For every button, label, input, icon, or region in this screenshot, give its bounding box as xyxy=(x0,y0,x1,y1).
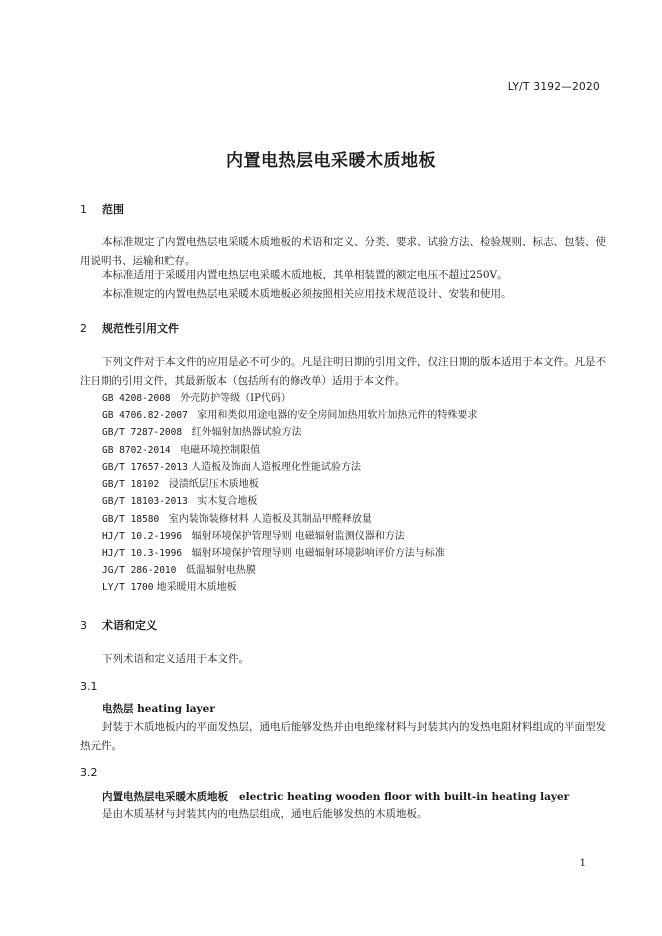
reference-title: 室内装饰装修材料 人造板及其制品甲醛释放量 xyxy=(168,514,372,525)
section-2-heading xyxy=(80,320,179,336)
section-1-heading xyxy=(80,201,124,217)
references-intro: 下列文件对于本文件的应用是必不可少的。凡是注明日期的引用文件，仅注日期的版本适用于本文件。凡是不注日期的引用文件，其最新版本（包括所有的修改单）适用于本文件。 xyxy=(80,356,606,387)
reference-code: LY/T 1700 xyxy=(102,582,154,593)
section-3-heading xyxy=(80,617,157,633)
term-name-cn: 内置电热层电采暖木质地板 xyxy=(102,791,228,803)
reference-title: 实木复合地板 xyxy=(197,496,258,507)
reference-title: 地采暖用木质地板 xyxy=(156,582,237,593)
term-name-en: heating layer xyxy=(137,703,215,715)
term-name xyxy=(102,701,215,716)
section-title: 术语和定义 xyxy=(102,619,157,632)
reference-title: 人造板及饰面人造板理化性能试验方法 xyxy=(190,462,361,473)
page-number: 1 xyxy=(579,858,586,869)
reference-item xyxy=(102,461,361,475)
reference-code: GB 8702-2014 xyxy=(102,445,171,456)
reference-title: 家用和类似用途电器的安全房间加热用软片加热元件的特殊要求 xyxy=(197,410,478,421)
reference-item xyxy=(102,547,445,561)
section-number: 2 xyxy=(80,322,87,335)
reference-code: HJ/T 10.3-1996 xyxy=(102,548,183,559)
term-number: 3.2 xyxy=(80,766,98,779)
section-title: 规范性引用文件 xyxy=(102,322,179,335)
term-name-cn: 电热层 xyxy=(102,703,134,715)
reference-code: HJ/T 10.2-1996 xyxy=(102,531,183,542)
reference-item xyxy=(102,564,256,578)
reference-title: 外壳防护等级（IP代码） xyxy=(180,393,291,404)
reference-code: GB/T 17657-2013 xyxy=(102,462,188,473)
reference-item xyxy=(102,581,237,595)
scope-paragraph-2: 本标准适用于采暖用内置电热层电采暖木质地板，其单相装置的额定电压不超过250V。 xyxy=(102,269,508,281)
reference-item xyxy=(102,392,291,406)
term-definition: 是由木质基材与封装其内的电热层组成，通电后能够发热的木质地板。 xyxy=(102,808,428,820)
document-title: 内置电热层电采暖木质地板 xyxy=(226,151,436,171)
reference-code: GB/T 18580 xyxy=(102,514,160,525)
reference-title: 红外辐射加热器试验方法 xyxy=(191,427,302,438)
scope-paragraph-3: 本标准规定的内置电热层电采暖木质地板必须按照相关应用技术规范设计、安装和使用。 xyxy=(102,288,512,300)
reference-code: GB/T 7287-2008 xyxy=(102,427,183,438)
reference-item xyxy=(102,530,405,544)
reference-item xyxy=(102,495,257,509)
reference-code: JG/T 286-2010 xyxy=(102,565,177,576)
term-definition: 封装于木质地板内的平面发热层，通电后能够发热并由电绝缘材料与封装其内的发热电阻材料组成的平面型发热元件。 xyxy=(80,721,606,752)
reference-title: 辐射环境保护管理导则 电磁辐射监测仪器和方法 xyxy=(191,531,405,542)
terms-intro: 下列术语和定义适用于本文件。 xyxy=(102,653,249,665)
section-title: 范围 xyxy=(102,203,124,216)
reference-item xyxy=(102,409,477,423)
reference-code: GB 4706.82-2007 xyxy=(102,410,188,421)
reference-title: 辐射环境保护管理导则 电磁辐射环境影响评价方法与标准 xyxy=(191,548,445,559)
reference-code: GB/T 18102 xyxy=(102,479,160,490)
term-number: 3.1 xyxy=(80,680,98,693)
reference-item xyxy=(102,478,259,492)
reference-item xyxy=(102,513,372,527)
reference-item xyxy=(102,444,260,458)
reference-item xyxy=(102,426,302,440)
section-number: 1 xyxy=(80,203,87,216)
standard-number: LY/T 3192—2020 xyxy=(507,81,600,93)
reference-code: GB 4208-2008 xyxy=(102,393,171,404)
reference-code: GB/T 18103-2013 xyxy=(102,496,188,507)
section-number: 3 xyxy=(80,619,87,632)
reference-title: 低温辐射电热膜 xyxy=(185,565,256,576)
reference-title: 浸渍纸层压木质地板 xyxy=(168,479,259,490)
term-name-en: electric heating wooden floor with built-in heating layer xyxy=(238,791,570,803)
scope-paragraph-1: 本标准规定了内置电热层电采暖木质地板的术语和定义、分类、要求、试验方法、检验规则、标志、包装、使用说明书、运输和贮存。 xyxy=(80,236,606,267)
term-name xyxy=(102,789,569,804)
reference-title: 电磁环境控制限值 xyxy=(180,445,261,456)
